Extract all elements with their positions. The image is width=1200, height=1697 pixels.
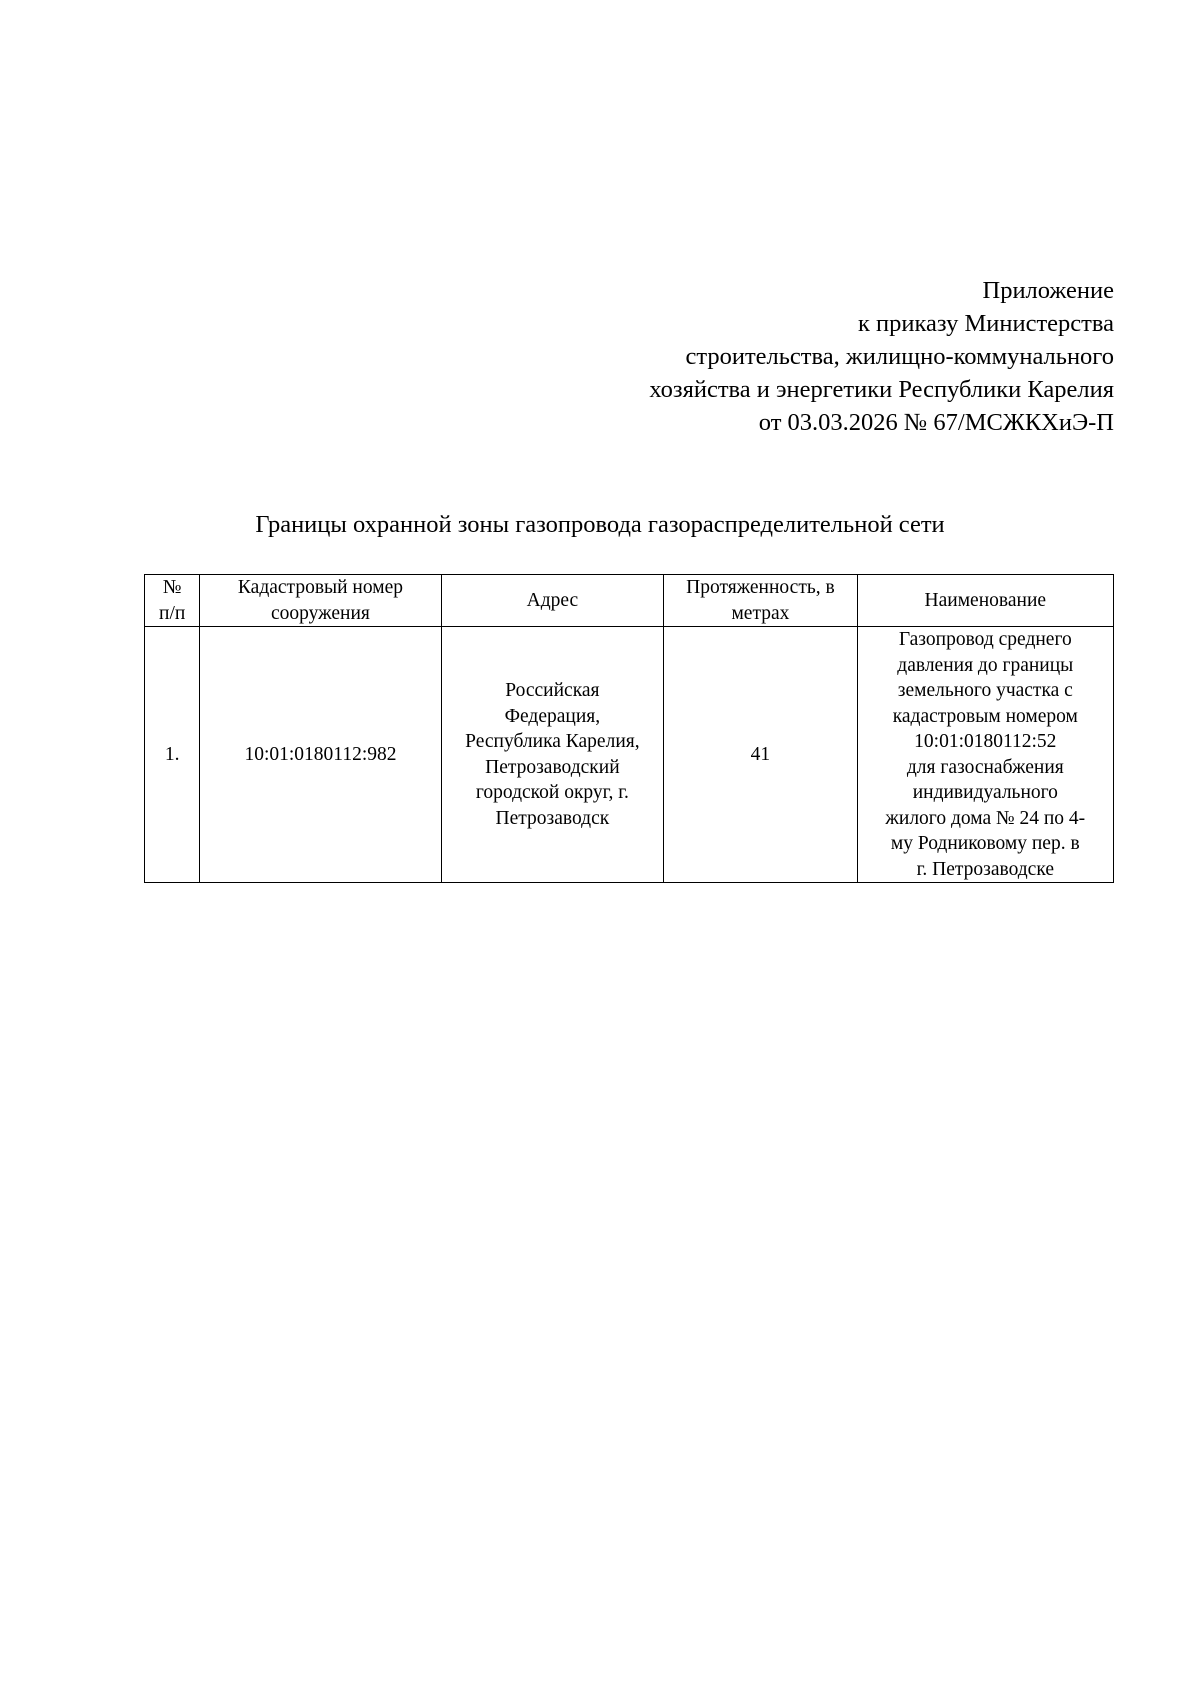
annex-line: строительства, жилищно-коммунального xyxy=(685,343,1114,370)
header-cadastral-number xyxy=(200,575,441,627)
name-line: му Родниковому пер. в xyxy=(890,833,1080,854)
header-num xyxy=(145,575,200,627)
name-line: кадастровым номером xyxy=(892,705,1078,727)
annex-line: от 03.03.2026 № 67/МСЖКХиЭ-П xyxy=(758,409,1114,436)
header-address xyxy=(441,575,664,627)
name-line: 10:01:0180112:52 xyxy=(914,731,1057,752)
name-line: индивидуального xyxy=(912,782,1058,803)
annex-block xyxy=(649,274,1114,439)
address-line: Федерация, xyxy=(504,705,601,727)
annex-line: к приказу Министерства xyxy=(858,310,1114,337)
header-line: Кадастровый номер xyxy=(237,577,403,598)
document-title: Границы охранной зоны газопровода газораспределительной сети xyxy=(255,511,945,538)
annex-line: Приложение xyxy=(982,277,1114,304)
name-line: давления до границы xyxy=(897,654,1074,676)
address-line: Петрозаводск xyxy=(495,807,610,829)
table-row xyxy=(145,627,1114,883)
cell-name xyxy=(857,627,1113,883)
name-line: для газоснабжения xyxy=(906,756,1064,778)
name-line: Газопровод среднего xyxy=(898,629,1072,650)
name-line: земельного участка с xyxy=(897,680,1073,701)
header-line: Протяженность, в xyxy=(686,577,835,598)
cell-num: 1. xyxy=(145,627,200,883)
cell-cadastral-number: 10:01:0180112:982 xyxy=(200,627,441,883)
cell-length: 41 xyxy=(664,627,857,883)
name-line: г. Петрозаводске xyxy=(916,858,1054,880)
name-line: жилого дома № 24 по 4- xyxy=(885,807,1086,829)
address-line: городской округ, г. xyxy=(475,782,629,803)
header-length xyxy=(664,575,857,627)
table-header-row xyxy=(145,575,1114,627)
header-line: сооружения xyxy=(271,602,370,624)
annex-line: хозяйства и энергетики Республики Карелия xyxy=(649,376,1114,403)
header-line: п/п xyxy=(159,602,186,624)
header-line: метрах xyxy=(731,602,790,624)
address-line: Республика Карелия, xyxy=(465,731,640,752)
header-line: Адрес xyxy=(526,589,579,611)
header-line: № xyxy=(162,577,182,598)
address-line: Российская xyxy=(505,680,600,701)
address-line: Петрозаводский xyxy=(485,756,620,778)
cell-address xyxy=(441,627,664,883)
header-name xyxy=(857,575,1113,627)
header-line: Наименование xyxy=(924,589,1047,611)
protection-zone-table xyxy=(144,574,1114,883)
